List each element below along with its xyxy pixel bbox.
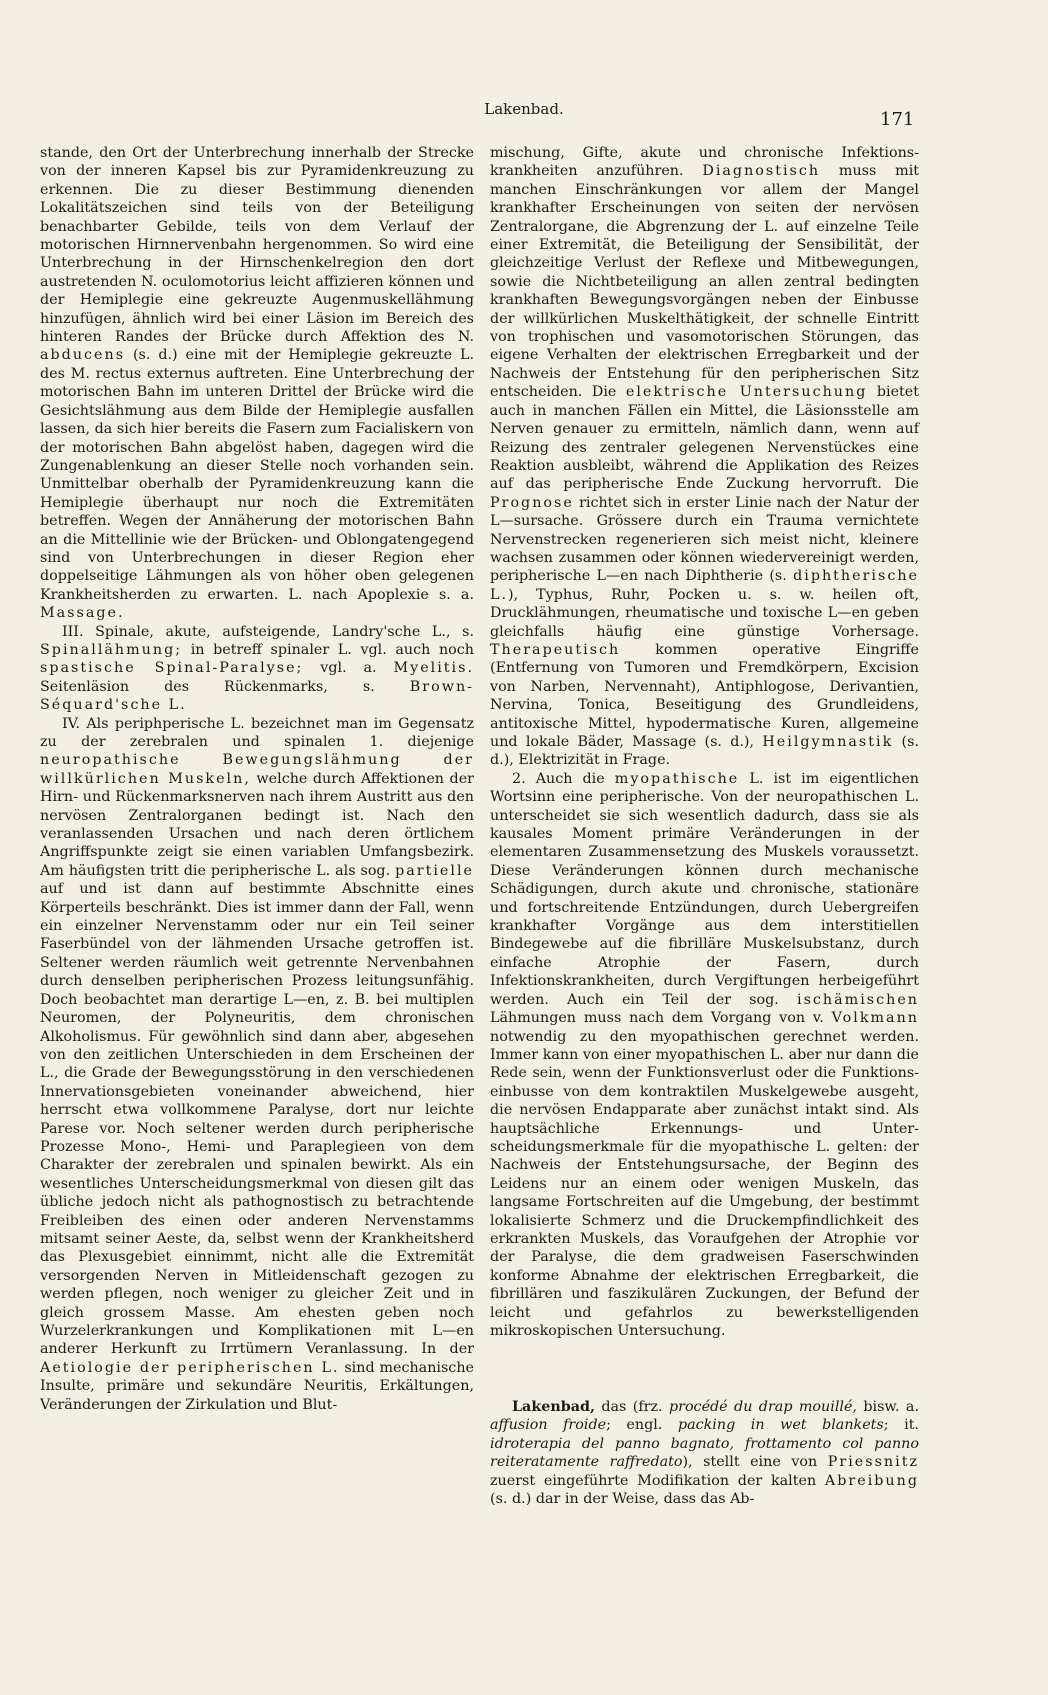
right-column [490,144,919,1340]
dictionary-entry-lakenbad [490,1398,919,1508]
paragraph: III. Spinale, akute, aufsteigende, Landry'sche L., s. Spinallähmung; in betreff spinaler L. vgl. auch noch spastische Spinal-Paralyse; vgl. a. Myelitis. Seitenläsion des Rückenmarks, s. Brown-Séquard'sche L. [40,623,475,714]
paragraph: Lakenbad, das (frz. procédé du drap mouillé, bisw. a. affusion froide; engl. packing in wet blankets; it. idroterapia del panno bagnato, frottamento col panno reiteratamente raffredato), stellt eine von Priessnitz zuerst eingeführte Modifikation der kalten Abreibung (s. d.) dar in der Weise, dass das Ab- [490,1399,919,1508]
left-column [40,144,474,1414]
paragraph: mischung, Gifte, akute und chronische Infektionskrankheiten anzuführen. Diagnostisch muss mit manchen Einschränkungen vor allem der Mangel krankhafter Erscheinungen von seiten der nervösen Zentralorgane, die Abgrenzung der L. auf einzelne Teile einer Extremität, die Beteiligung der Sensibilität, der gleichzeitige Verlust der Reflexe und Mitbewegungen, sowie die Nichtbeteiligung an allen zentral bedingten krankhaften Bewegungsvorgängen neben der Einbusse der willkürlichen Muskelthätigkeit, der schnelle Eintritt von trophischen und vasomotorischen Störungen, das eigene Verhalten der elektrischen Erregbarkeit und der Nachweis der Entstehung für den peripherischen Sitz entscheiden. Die elektrische Untersuchung bietet auch in manchen Fällen ein Mittel, die Läsionsstelle am Nerven genauer zu ermitteln, nämlich dann, wenn auf Reizung des zentraler gelegenen Nervenstückes eine Reaktion ausbleibt, während die Applikation des Reizes auf das peripherische Ende Zuckung hervorruft. Die Prognose richtet sich in erster Linie nach der Natur der L—sursache. Grössere durch ein Trauma vernichtete Nervenstrecken regenerieren sich meist nicht, kleinere wachsen zusammen oder können wiedervereinigt werden, peripherische L—en nach Diphtherie (s. diphtherische L.), Typhus, Ruhr, Pocken u. s. w. heilen oft, Drucklähmungen, rheumatische und toxische L—en geben gleichfalls häufig eine günstige Vorhersage. Therapeutisch kommen operative Eingriffe (Entfernung von Tumoren und Fremdkörpern, Excision von Narben, Nervennaht), Antiphlogose, Derivantien, Nervina, Tonica, Beseitigung des Grundleidens, antitoxische Mittel, hypodermatische Kuren, allgemeine und lokale Bäder, Massage (s. d.), Heilgymnastik (s. d.), Elektrizität in Frage. [490,145,920,769]
paragraph: IV. Als periphperische L. bezeichnet man im Gegensatz zu der zerebralen und spinalen 1. diejenige neuropathische Bewegungslähmung der willkürlichen Muskeln, welche durch Affektionen der Hirn- und Rückenmarksnerven nach ihrem Austritt aus den nervösen Zentralorganen bedingt ist. Nach den veranlassenden Ursachen und nach deren örtlichem Angriffspunkte zeigt sie einen variablen Umfangsbezirk. Am häufigsten tritt die peripherische L. als sog. partielle auf und ist dann auf bestimmte Abschnitte eines Körperteils beschränkt. Dies ist immer dann der Fall, wenn ein einzelner Nervenstamm oder nur ein Teil seiner Faserbündel von der lähmenden Ursache getroffen ist. Seltener werden räumlich weit getrennte Nervenbahnen durch denselben peripherischen Prozess leitungsunfähig. Doch beobachtet man derartige L—en, z. B. bei multiplen Neuromen, der Polyneuritis, dem chronischen Alkoholismus. Für gewöhnlich sind dann aber, abgesehen von den zeitlichen Unterschieden in dem Erscheinen der L., die Grade der Bewegungsstörung in den verschiedenen Innervationsgebieten voneinander abweichend, hier herrscht etwa vollkommene Paralyse, dort nur leichte Parese vor. Noch seltener werden durch peripherische Prozesse Mono-, Hemi- und Paraplegieen von dem Charakter der zerebralen und spinalen bewirkt. Als ein wesentliches Unterscheidungsmerkmal von diesen gilt das übliche jedoch nicht als pathognostisch zu betrachtende Freibleiben des einen oder anderen Nervenstamms mitsamt seiner Aeste, da, selbst wenn der Krankheitsherd das Plexusgebiet einnimmt, nicht alle die Extremität versorgenden Nerven in Mitleidenschaft gezogen zu werden pflegen, noch weniger zu gleicher Zeit und in gleich grossem Masse. Am ehesten geben noch Wurzelerkrankungen und Komplikationen mit L—en anderer Herkunft zu Irrtümern Veranlassung. In der Aetiologie der peripherischen L. sind mechanische Insulte, primäre und sekundäre Neuritis, Erkältungen, Veränderungen der Zirkulation und Blut- [40,715,475,1413]
paragraph: 2. Auch die myopathische L. ist im eigentlichen Wortsinn eine peripherische. Von der neuropathischen L. unterscheidet sie sich wesentlich dadurch, dass sie als kausales Moment primäre Veränderungen in der elementaren Zusammensetzung des Muskels voraussetzt. Diese Veränderungen können durch mechanische Schädigungen, durch akute und chronische, stationäre und fortschreitende Entzündungen, durch Uebergreifen krankhafter Vorgänge aus dem interstitiellen Bindegewebe auf die fibrilläre Muskelsubstanz, durch einfache Atrophie der Fasern, durch Infektionskrankheiten, durch Vergiftungen herbeigeführt werden. Auch ein Teil der sog. ischämischen Lähmungen muss nach dem Vorgang von v. Volkmann notwendig zu den myopathischen gerechnet werden. Immer kann von einer myopathischen L. aber nur dann die Rede sein, wenn der Funktionsverlust oder die Funktionseinbusse von dem kontraktilen Muskelgewebe ausgeht, die nervösen Endapparate aber zunächst intakt sind. Als hauptsächliche Erkennungs- und Unterscheidungsmerkmale für die myopathische L. gelten: der Nachweis der Entstehungsursache, der Beginn des Leidens nur an einem oder wenigen Muskeln, das langsame Fortschreiten auf die Umgebung, der bestimmt lokalisierte Schmerz und die Druckempfindlichkeit des erkrankten Muskels, das Voraufgehen der Atrophie vor der Paralyse, die dem gradweisen Faserschwinden konforme Abnahme der elektrischen Erregbarkeit, die fibrillären und faszikulären Zuckungen, der Befund der leicht und gefahrlos zu bewerkstelligenden mikroskopischen Untersuchung. [490,770,920,1339]
paragraph: stande, den Ort der Unterbrechung innerhalb der Strecke von der inneren Kapsel bis zur Pyramidenkreuzung zu erkennen. Die zu dieser Bestimmung dienenden Lokalitätszeichen sind teils von der Beteiligung benachbarter Gebilde, teils von dem Verlauf der motorischen Hirnnervenbahn hergenommen. So wird eine Unterbrechung in der Hirnschenkelregion den dort austretenden N. oculomotorius leicht affizieren können und der Hemiplegie eine gekreuzte Augenmuskellähmung hinzufügen, ähnlich wird bei einer Läsion im Bereich des hinteren Randes der Brücke durch Affektion des N. abducens (s. d.) eine mit der Hemiplegie gekreuzte L. des M. rectus externus auftreten. Eine Unterbrechung der motorischen Bahn im unteren Drittel der Brücke wird die Gesichtslähmung aus dem Bilde der Hemiplegie ausfallen lassen, da sich hier bereits die Fasern zum Facialiskern von der motorischen Bahn abgelöst haben, dagegen wird die Zungenablenkung an dieser Stelle noch vorhanden sein. Unmittelbar oberhalb der Pyramidenkreuzung kann die Hemiplegie überhaupt nur noch die Extremitäten betreffen. Wegen der Annäherung der motorischen Bahn an die Mittellinie wie der Brücken- und Oblongatengegend sind von Unterbrechungen in dieser Region eher doppelseitige Lähmungen als von höher oben gelegenen Krankheitsherden zu erwarten. L. nach Apoplexie s. a. Massage. [40,145,474,622]
entry-headword: Lakenbad, [512,1399,595,1415]
running-head: Lakenbad. [484,100,564,118]
page-number: 171 [880,109,915,130]
